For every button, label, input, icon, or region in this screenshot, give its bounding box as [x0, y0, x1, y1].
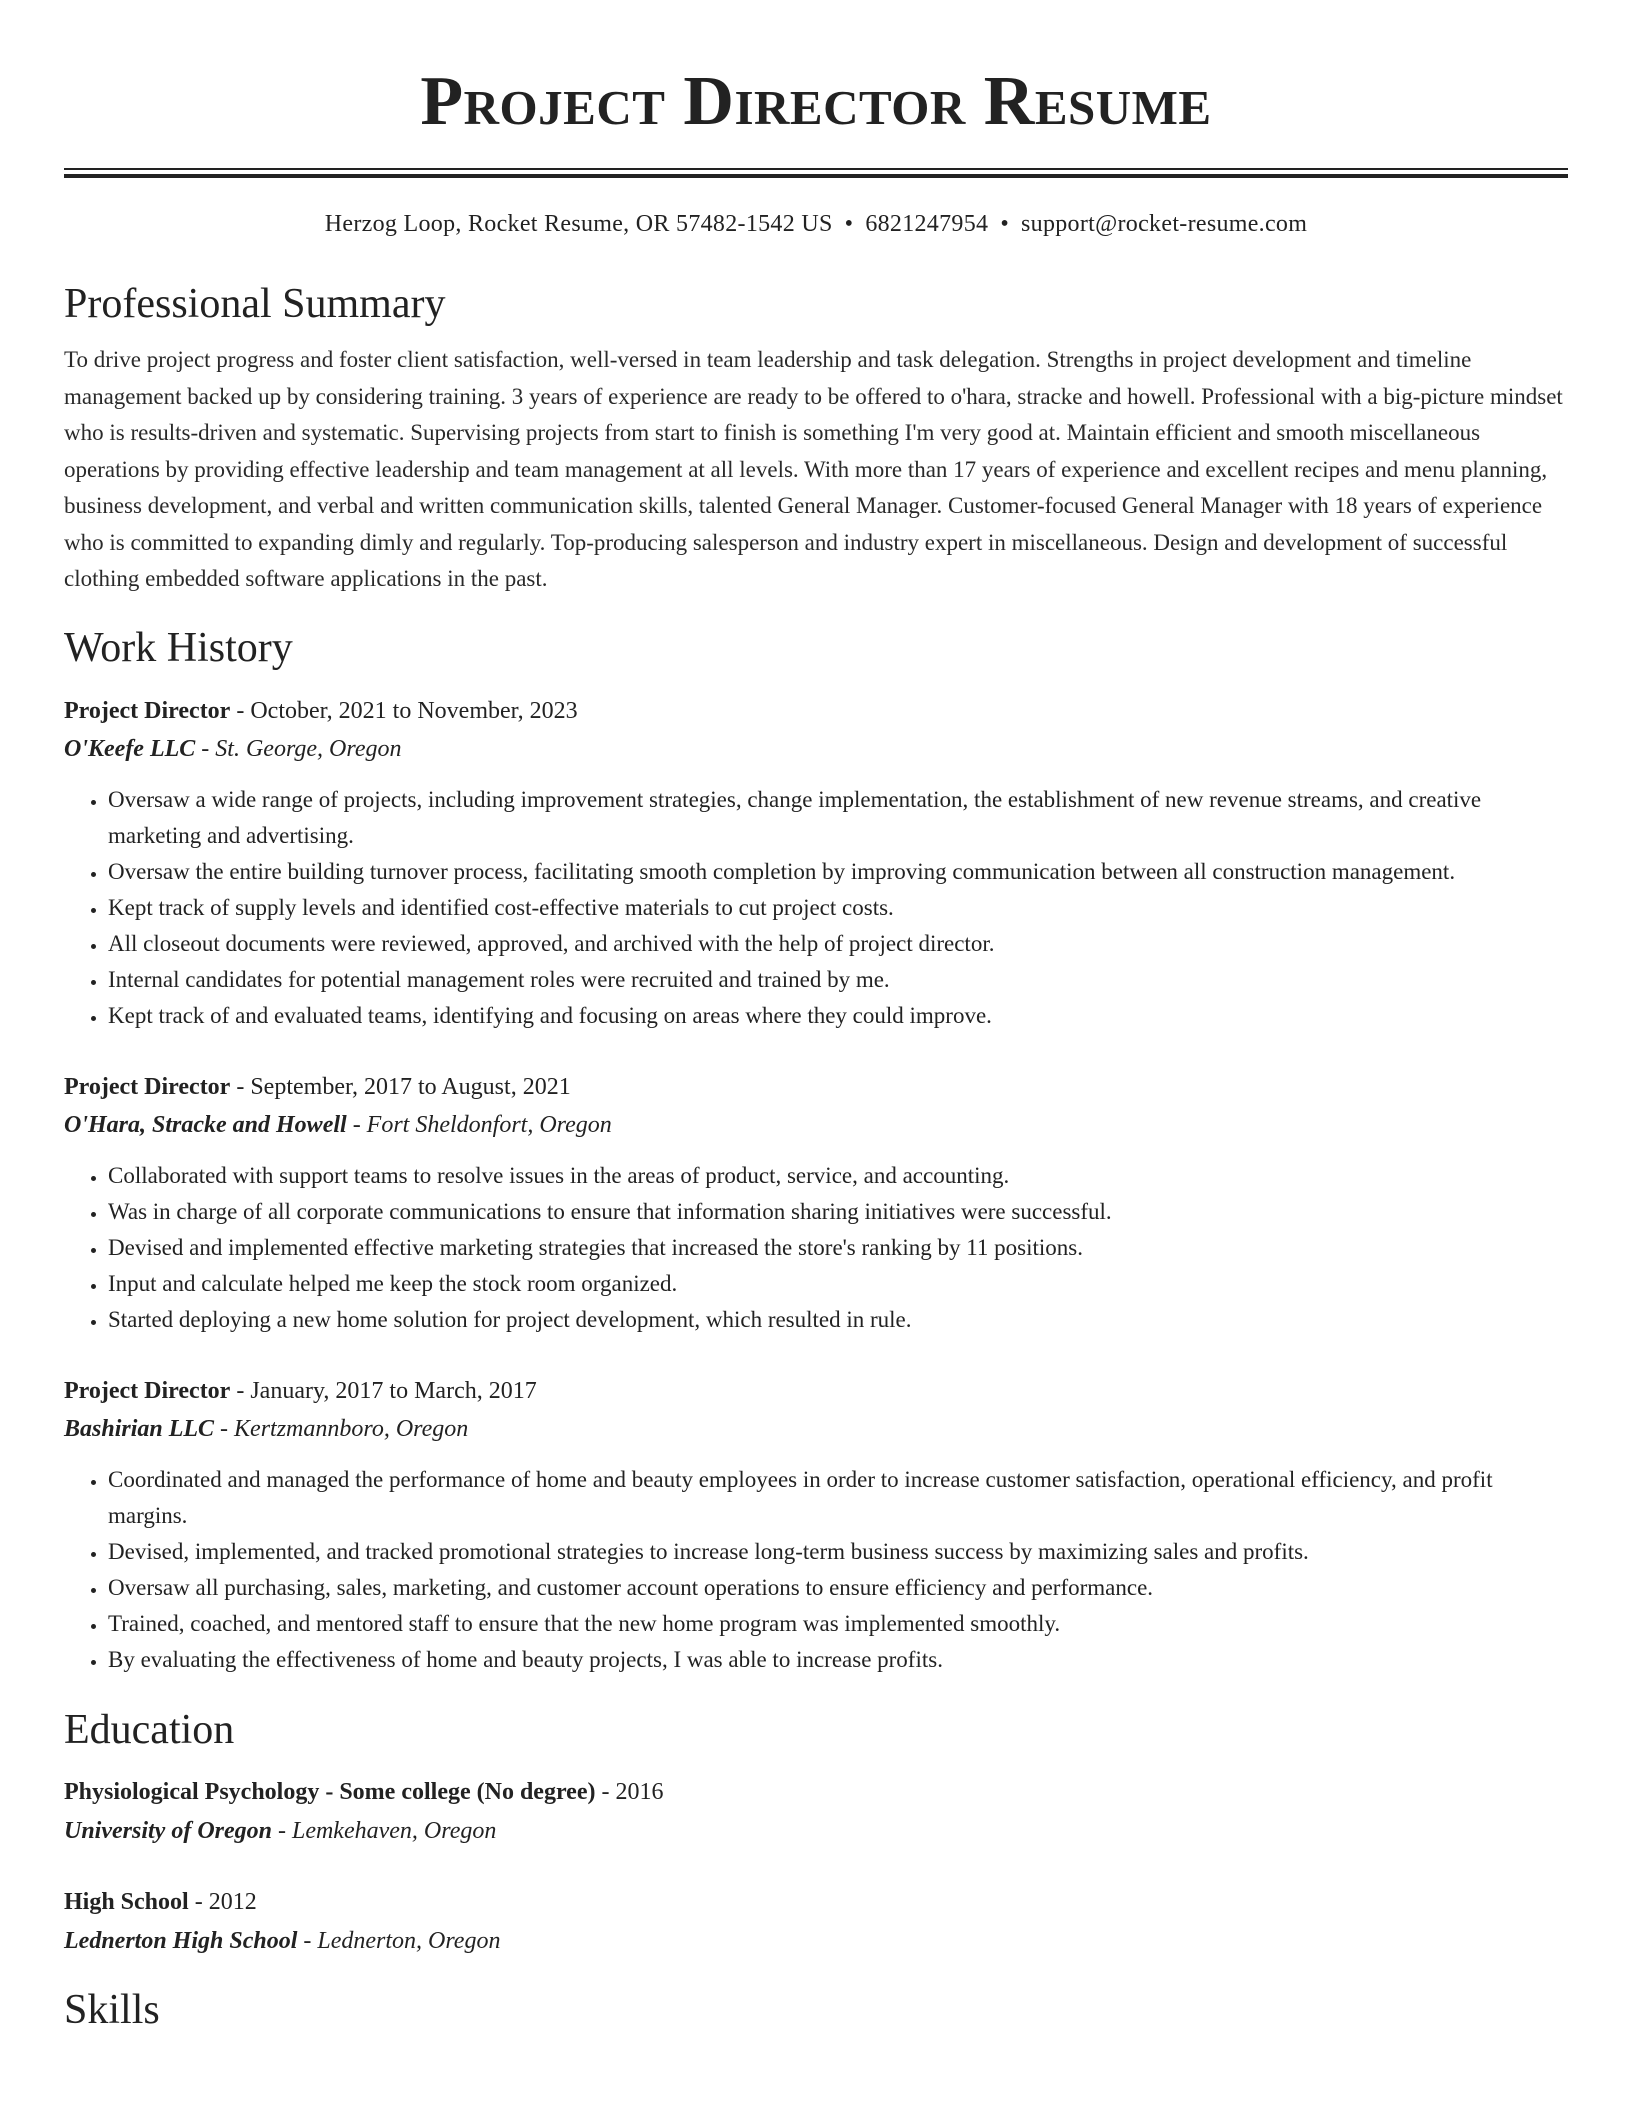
job-bullet: • All closeout documents were reviewed, approved, and archived with the help of project director.: [108, 926, 1568, 962]
contact-line: [64, 208, 1568, 240]
job-bullet: • Was in charge of all corporate communications to ensure that information sharing initiatives were successful.: [108, 1194, 1568, 1230]
job-company: O'Keefe LLC: [64, 735, 196, 762]
job-company: O'Hara, Stracke and Howell: [64, 1111, 347, 1138]
education-school-line: [64, 1812, 1568, 1850]
job-bullet: • Devised and implemented effective marketing strategies that increased the store's ranking by 11 positions.: [108, 1230, 1568, 1266]
rule-thin-line: [64, 168, 1568, 170]
job-bullet: • Oversaw all purchasing, sales, marketing, and customer account operations to ensure efficiency and performance.: [108, 1570, 1568, 1606]
education-heading: [64, 1772, 1568, 1812]
job-role: Project Director: [64, 697, 231, 724]
job-dates: - January, 2017 to March, 2017: [230, 1377, 537, 1404]
job-heading: [64, 692, 1568, 730]
job-bullet: • Oversaw a wide range of projects, including improvement strategies, change implementation, the establishment of new revenue streams, and creative marketing and advertising.: [108, 782, 1568, 854]
job-dates: - September, 2017 to August, 2021: [230, 1073, 571, 1100]
section-title-summary: Professional Summary: [64, 281, 446, 327]
job-employer: [64, 1410, 1568, 1448]
education-location: - Lednerton, Oregon: [297, 1927, 501, 1954]
job-location: - St. George, Oregon: [195, 735, 402, 762]
contact-address: Herzog Loop, Rocket Resume, OR 57482-1542 US: [324, 211, 833, 237]
education-school: University of Oregon: [64, 1817, 272, 1844]
job-bullet: • By evaluating the effectiveness of home and beauty projects, I was able to increase profits.: [108, 1642, 1568, 1678]
education-degree: Physiological Psychology - Some college (No degree): [64, 1778, 596, 1805]
job-location: - Fort Sheldonfort, Oregon: [346, 1111, 612, 1138]
summary-text: To drive project progress and foster client satisfaction, well-versed in team leadership and task delegation. Strengths in project development and timeline management backed up by considering training. 3 years of experience are ready to be offered to o'hara, stracke and howell. Professional with a big-picture mindset who is results-driven and systematic. Supervising projects from start to finish is something I'm very good at. Maintain efficient and smooth miscellaneous operations by providing effective leadership and team management at all levels. With more than 17 years of experience and excellent recipes and menu planning, business development, and verbal and written communication skills, talented General Manager. Customer-focused General Manager with 18 years of experience who is committed to expanding dimly and regularly. Top-producing salesperson and industry expert in miscellaneous. Design and development of successful clothing embedded software applications in the past.: [64, 347, 1563, 591]
job-location: - Kertzmannboro, Oregon: [214, 1415, 469, 1442]
job-bullet: • Coordinated and managed the performance of home and beauty employees in order to increase customer satisfaction, operational efficiency, and profit margins.: [108, 1462, 1568, 1534]
job-bullet: • Oversaw the entire building turnover process, facilitating smooth completion by improving communication between all construction management.: [108, 854, 1568, 890]
resume-title: Project Director Resume: [420, 63, 1212, 140]
job-bullet: • Input and calculate helped me keep the stock room organized.: [108, 1266, 1568, 1302]
job-dates: - October, 2021 to November, 2023: [230, 697, 578, 724]
resume-page: [64, 0, 1568, 2036]
job-bullets: [64, 1158, 1568, 1338]
section-title-skills: Skills: [64, 1986, 160, 2033]
job-role: Project Director: [64, 1073, 231, 1100]
education-school: Lednerton High School: [64, 1927, 298, 1954]
section-title-work-history: Work History: [64, 624, 293, 671]
education-school-line: [64, 1922, 1568, 1960]
section-title-education: Education: [64, 1706, 235, 1753]
job-bullet: • Kept track of supply levels and identified cost-effective materials to cut project costs.: [108, 890, 1568, 926]
job-heading: [64, 1068, 1568, 1106]
job-bullet: • Devised, implemented, and tracked promotional strategies to increase long-term business success by maximizing sales and profits.: [108, 1534, 1568, 1570]
contact-separator: •: [1000, 211, 1010, 237]
education-entry: [64, 1772, 1568, 1850]
job-entry: [64, 1068, 1568, 1338]
job-heading: [64, 1372, 1568, 1410]
education-entry: [64, 1882, 1568, 1960]
job-bullet: • Started deploying a new home solution for project development, which resulted in rule.: [108, 1302, 1568, 1338]
job-entry: [64, 1372, 1568, 1678]
job-employer: [64, 1106, 1568, 1144]
job-bullet: • Collaborated with support teams to resolve issues in the areas of product, service, and accounting.: [108, 1158, 1568, 1194]
education-year: - 2012: [188, 1888, 257, 1915]
job-entry: [64, 692, 1568, 1034]
contact-email: support@rocket-resume.com: [1021, 211, 1308, 237]
contact-phone: 6821247954: [865, 211, 989, 237]
rule-thick-line: [64, 174, 1568, 178]
job-bullet: • Trained, coached, and mentored staff to ensure that the new home program was implemented smoothly.: [108, 1606, 1568, 1642]
title-double-rule: [64, 168, 1568, 180]
education-heading: [64, 1882, 1568, 1922]
education-year: - 2016: [595, 1778, 664, 1805]
job-bullet: • Internal candidates for potential management roles were recruited and trained by me.: [108, 962, 1568, 998]
job-company: Bashirian LLC: [64, 1415, 215, 1442]
contact-separator: •: [844, 211, 854, 237]
education-degree: High School: [64, 1888, 189, 1915]
job-bullets: [64, 782, 1568, 1034]
job-employer: [64, 730, 1568, 768]
job-role: Project Director: [64, 1377, 231, 1404]
education-location: - Lemkehaven, Oregon: [271, 1817, 497, 1844]
job-bullets: [64, 1462, 1568, 1678]
job-bullet: • Kept track of and evaluated teams, identifying and focusing on areas where they could improve.: [108, 998, 1568, 1034]
